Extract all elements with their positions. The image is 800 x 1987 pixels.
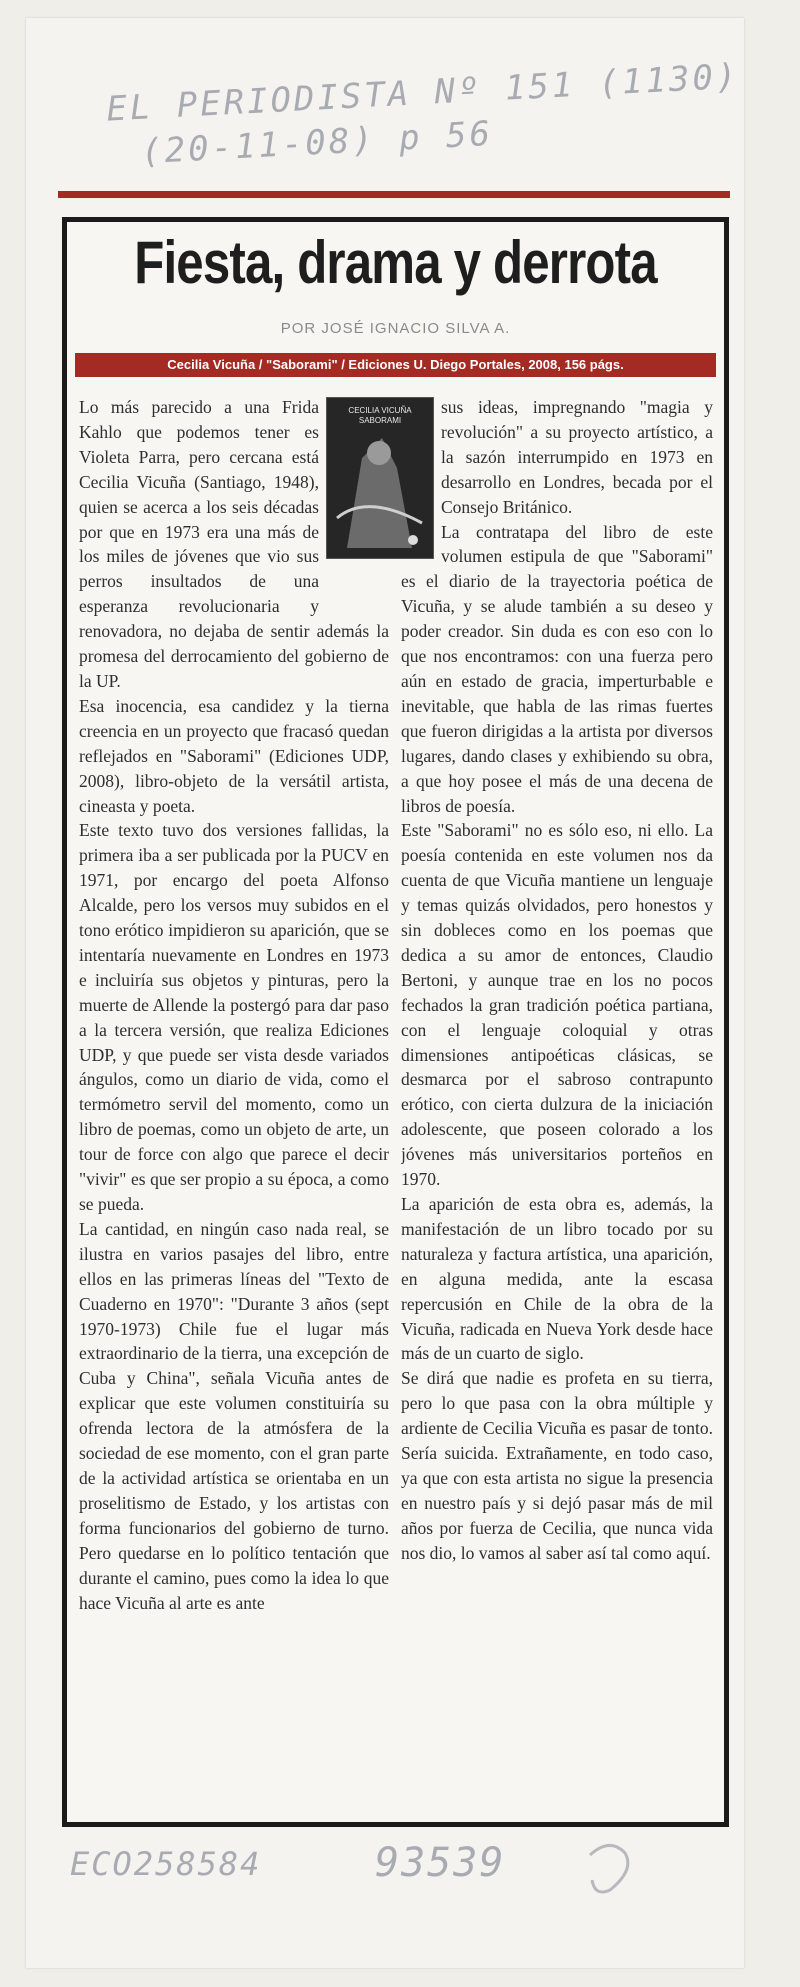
left-paragraph: Lo más parecido a una Frida Kahlo que podemos tener es Violeta Parra, pero cercana está Cecilia Vicuña (Santiago, 1948), quien se acerca a los seis décadas por que en 1973 era una más de los miles de jóvenes que vio sus perros insultados de una esperanza revolucionaria y renovadora, no dejaba de sentir además la promesa del derrocamiento del gobierno de la UP.	[79, 397, 389, 691]
right-paragraph: Se dirá que nadie es profeta en su tierra, pero lo que pasa con la obra múltiple y ardiente de Cecilia Vicuña es pasar de tonto. Sería suicida. Extrañamente, en todo caso, ya que con esta artista no sigue la presencia en nuestro país y si dejó pasar más de mil años por fuerza de Cecilia, que nunca vida nos dio, lo vamos al saber así tal como aquí.	[401, 1368, 713, 1563]
article-column-left	[79, 395, 389, 1805]
right-paragraph: La contratapa del libro de este volumen estipula de que "Saborami" es el diario de la trayectoria poética de Vicuña, y se alude también a su deseo y poder creador. Sin duda es con eso con lo que nos encontramos: con una fuerza pero aún en estado de gracia, imperturbable e inevitable, que habla de las rimas fuertes que fueron dirigidas a la artista por diversos lugares, dando clases y exhibiendo su obra, a que hoy posee el más de una decena de libros de poesía.	[401, 521, 713, 816]
article-byline: POR JOSÉ IGNACIO SILVA A.	[280, 320, 511, 337]
right-paragraph: sus ideas, impregnando "magia y revolución" a su proyecto artístico, a la sazón interrumpido en 1973 en desarrollo en Londres, becada por el Consejo Británico.	[441, 397, 713, 517]
right-paragraph: Este "Saborami" no es sólo eso, ni ello. La poesía contenida en este volumen nos da cuenta de que Vicuña mantiene un lenguaje y temas quizás olvidados, pero honestos y sin dobleces como en los poemas que dedica a su amor de entonces, Claudio Bertoni, y aunque trae en los no pocos fechados la gran tradición poética partiana, con el lenguaje coloquial y otras dimensiones antipoéticas clásicas, se desmarca por el sabroso contrapunto erótico, con cierta dulzura de la iniciación adolescente, que poseen colorado a los jóvenes más universitarios porteños en 1970.	[401, 820, 713, 1190]
article-headline: Fiesta, drama y derrota	[134, 229, 657, 296]
catalog-number-stamp: 93539	[375, 1840, 506, 1886]
handwritten-note-line-2: (20-11-08) p 56	[140, 113, 494, 173]
pencil-mark-icon	[580, 1835, 640, 1905]
left-paragraph: Esa inocencia, esa candidez y la tierna creencia en un proyecto que fracasó quedan reflejados en "Saborami" (Ediciones UDP, 2008), libro-objeto de la versátil artista, cineasta y poeta.	[79, 695, 389, 816]
top-red-rule	[58, 191, 730, 198]
handwritten-note-line-1: EL PERIODISTA Nº 151 (1130)	[105, 56, 741, 130]
left-paragraph: La cantidad, en ningún caso nada real, se ilustra en varios pasajes del libro, entre ellos en las primeras líneas del "Texto de Cuaderno en 1970": "Durante 3 años (sept 1970-1973) Chile fue el lugar más extraordinario de la tierra, una excepción de Cuba y China", señala Vicuña antes de explicar que este volumen constituiría su ofrenda lectora de la atmósfera de la sociedad de ese momento, con el gran parte de la actividad artística se orientaba en un proselitismo de Estado, y los artistas con forma funcionarios del gobierno de turno. Pero quedarse en lo político tentación que durante el camino, pues como la idea lo que hace Vicuña al arte es ante	[79, 1218, 389, 1613]
article-column-right	[401, 395, 713, 1805]
book-info-bar: Cecilia Vicuña / "Saborami" / Ediciones U. Diego Portales, 2008, 156 págs.	[75, 353, 716, 377]
catalog-code-stamp: ECO258584	[70, 1845, 262, 1883]
right-paragraph: La aparición de esta obra es, además, la manifestación de un libro tocado por su naturaleza y factura artística, una aparición, en alguna medida, ante la escasa repercusión en Chile de la obra de la Vicuña, radicada en Nueva York desde hace más de un cuarto de siglo.	[401, 1194, 713, 1364]
left-paragraph: Este texto tuvo dos versiones fallidas, la primera iba a ser publicada por la PUCV en 1971, por encargo del poeta Alfonso Alcalde, pero los versos muy subidos en el tono erótico impidieron su aparición, que se intentaría nuevamente en Londres en 1973 e incluiría sus objetos y pinturas, pero la muerte de Allende la postergó para dar paso a la tercera versión, que realiza Ediciones UDP, y que puede ser vista desde variados ángulos, como un diario de vida, como el termómetro servil del momento, como un libro de poemas, como un objeto de arte, un tour de force con algo que parece el decir "vivir" es que ser propio a su época, a como se pueda.	[79, 820, 389, 1214]
article-frame	[62, 217, 729, 1827]
book-cover-title: CECILIA VICUÑA SABORAMI	[348, 406, 412, 425]
